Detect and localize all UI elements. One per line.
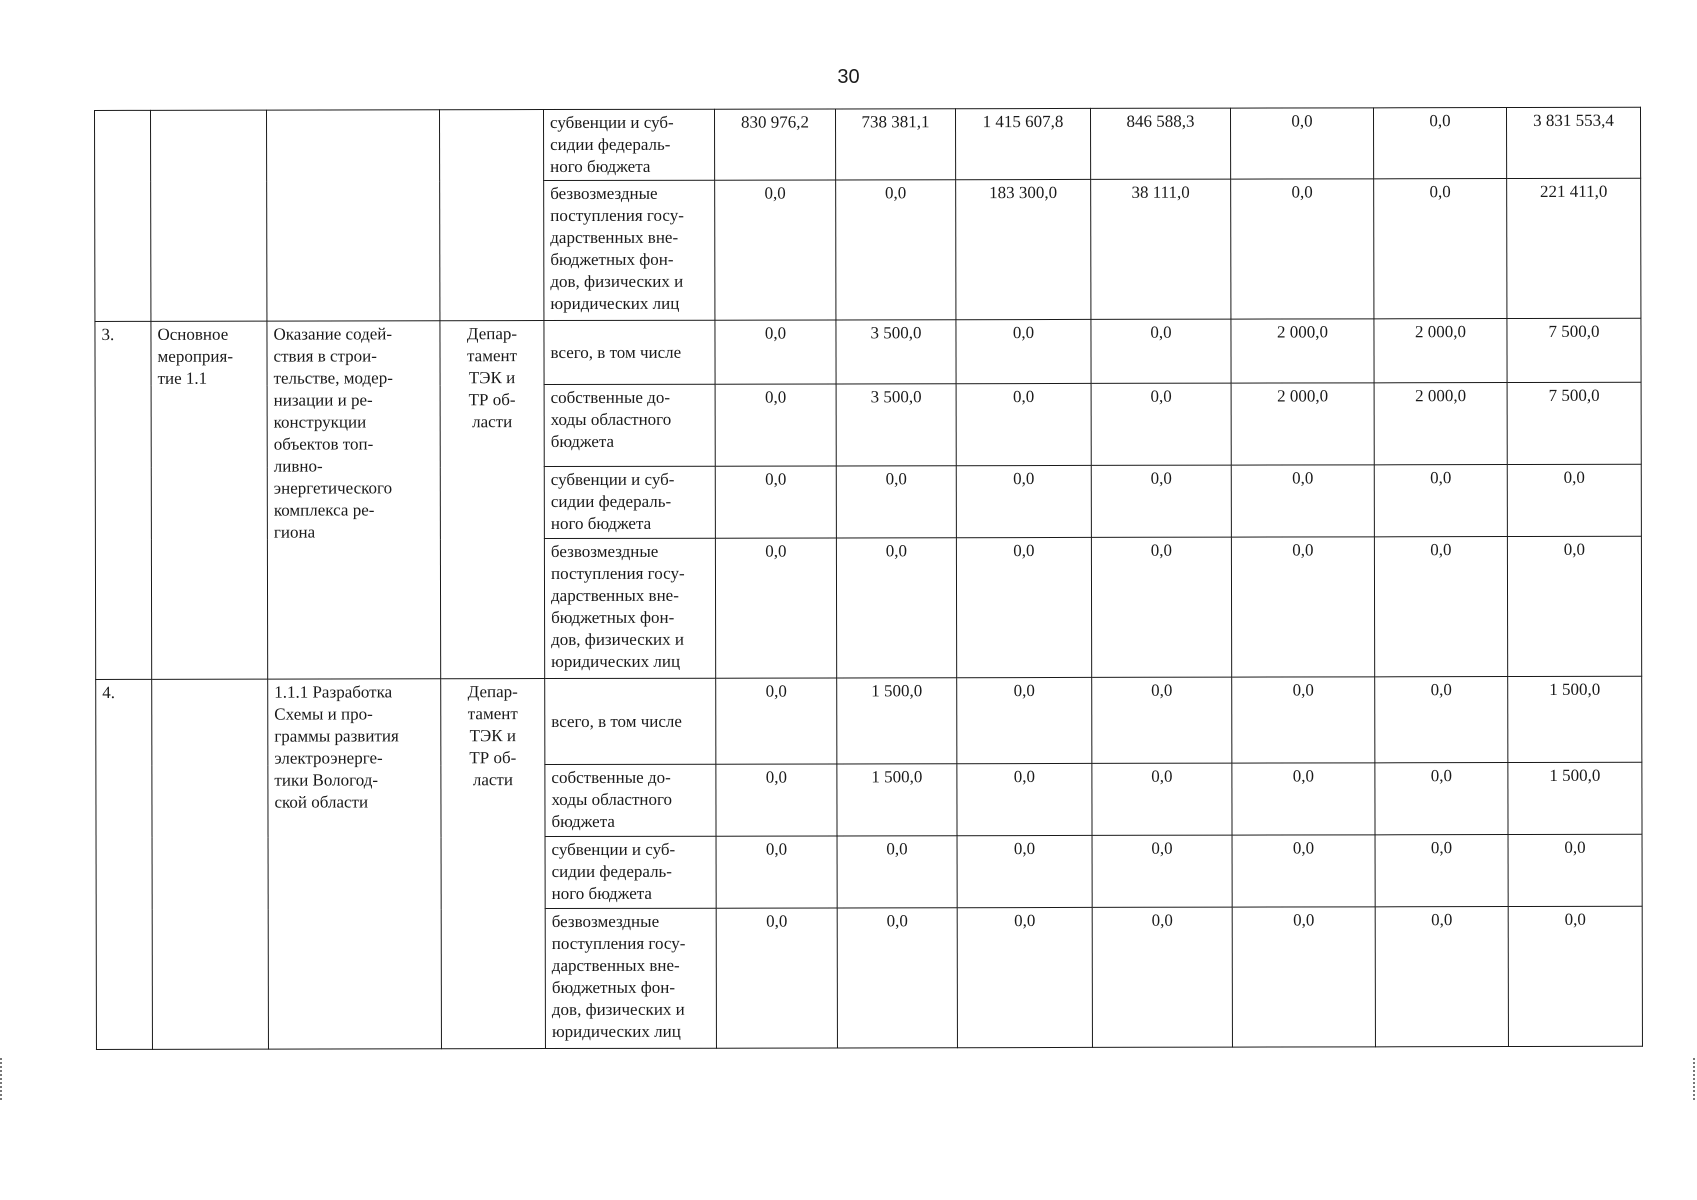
value-cell-col-4: 0,0 <box>1092 677 1232 763</box>
funding-source-text: безвозмездные поступления госу- дарственных вне- бюджетных фон- дов, физических и юридических лиц <box>550 541 685 672</box>
value-cell-col-3: 0,0 <box>956 465 1091 537</box>
value-cell-col-3: 0,0 <box>957 763 1092 835</box>
funding-source-cell <box>544 180 715 320</box>
value-cell-col-4: 0,0 <box>1092 763 1232 835</box>
value-cell-col-2: 3 500,0 <box>836 320 956 384</box>
value-cell-col-5: 0,0 <box>1232 677 1375 763</box>
value-cell-col-5: 0,0 <box>1230 108 1373 179</box>
dept-text: Депар- тамент ТЭК и ТР об- ласти <box>466 324 518 432</box>
value-cell-col-5: 0,0 <box>1232 763 1375 835</box>
value-cell-col-7: 0,0 <box>1508 834 1642 906</box>
value-cell-col-4: 0,0 <box>1091 465 1231 537</box>
dept-text: Депар- тамент ТЭК и ТР об- ласти <box>467 682 518 790</box>
funding-source-cell <box>545 764 716 836</box>
value-cell-col-7: 1 500,0 <box>1508 676 1642 762</box>
value-cell-col-5: 0,0 <box>1232 907 1375 1047</box>
value-cell-col-7: 0,0 <box>1507 464 1641 536</box>
value-cell-col-4: 0,0 <box>1091 537 1231 677</box>
value-cell-col-4: 0,0 <box>1091 319 1231 383</box>
value-cell-col-3: 0,0 <box>956 383 1091 465</box>
value-cell-col-1: 0,0 <box>716 836 837 908</box>
value-cell-col-2: 0,0 <box>837 908 957 1048</box>
funding-source-text: всего, в том числе <box>550 342 682 362</box>
value-cell-col-2: 1 500,0 <box>837 678 957 764</box>
value-cell-col-4: 0,0 <box>1092 835 1232 907</box>
cell-type <box>152 679 269 1049</box>
value-cell-col-5: 0,0 <box>1231 465 1374 537</box>
cell-name <box>267 110 440 321</box>
cell-name <box>268 679 442 1049</box>
value-cell-col-4: 38 111,0 <box>1091 179 1231 319</box>
value-cell-col-1: 0,0 <box>716 764 837 836</box>
cell-no <box>95 321 152 679</box>
value-cell-col-1: 830 976,2 <box>714 109 835 180</box>
funding-source-cell <box>545 678 716 764</box>
value-cell-col-6: 0,0 <box>1374 537 1507 677</box>
value-cell-col-6: 0,0 <box>1374 179 1507 319</box>
value-cell-col-5: 0,0 <box>1231 179 1374 319</box>
table-row <box>95 318 1641 385</box>
value-cell-col-7: 221 411,0 <box>1507 178 1641 318</box>
funding-source-text: субвенции и суб- сидии федераль- ного бюджета <box>550 112 674 177</box>
funding-source-text: всего, в том числе <box>551 711 682 731</box>
funding-source-cell <box>544 320 715 384</box>
value-cell-col-4: 846 588,3 <box>1090 108 1230 179</box>
value-cell-col-5: 2 000,0 <box>1231 319 1374 383</box>
value-cell-col-6: 0,0 <box>1374 465 1507 537</box>
value-cell-col-7: 7 500,0 <box>1507 382 1641 464</box>
value-cell-col-4: 0,0 <box>1092 907 1232 1047</box>
funding-source-text: субвенции и суб- сидии федераль- ного бюджета <box>550 469 675 534</box>
value-cell-col-3: 0,0 <box>957 835 1092 907</box>
scan-edge-marks-left <box>0 1058 4 1100</box>
funding-source-text: собственные до- ходы областного бюджета <box>551 767 673 832</box>
name-text: 1.1.1 Разработка Схемы и про- граммы развития электроэнерге- тики Вологод- ской области <box>274 682 399 812</box>
value-cell-col-2: 0,0 <box>836 538 956 678</box>
type-text: Основное мероприя- тие 1.1 <box>157 324 234 388</box>
value-cell-col-6: 0,0 <box>1375 907 1508 1047</box>
value-cell-col-6: 0,0 <box>1375 835 1508 907</box>
budget-table <box>94 107 1643 1050</box>
cell-no <box>96 679 153 1049</box>
value-cell-col-3: 0,0 <box>957 907 1092 1047</box>
value-cell-col-1: 0,0 <box>715 320 836 384</box>
funding-source-cell <box>545 908 716 1048</box>
value-cell-col-1: 0,0 <box>716 678 837 764</box>
funding-source-text: субвенции и суб- сидии федераль- ного бюджета <box>551 839 676 904</box>
value-cell-col-2: 0,0 <box>837 836 957 908</box>
value-cell-col-3: 0,0 <box>956 319 1091 383</box>
table-body <box>95 107 1643 1049</box>
value-cell-col-3: 183 300,0 <box>956 179 1091 319</box>
cell-dept <box>441 679 546 1049</box>
cell-type <box>151 110 267 321</box>
value-cell-col-1: 0,0 <box>715 466 836 538</box>
value-cell-col-1: 0,0 <box>715 384 836 466</box>
value-cell-col-6: 0,0 <box>1373 108 1506 179</box>
value-cell-col-3: 0,0 <box>956 537 1091 677</box>
value-cell-col-2: 738 381,1 <box>835 109 955 180</box>
value-cell-col-7: 0,0 <box>1508 906 1642 1046</box>
funding-source-cell <box>544 384 715 466</box>
funding-source-text: безвозмездные поступления госу- дарственных вне- бюджетных фон- дов, физических и юридических лиц <box>551 911 686 1042</box>
value-cell-col-7: 3 831 553,4 <box>1506 107 1640 178</box>
value-cell-col-2: 0,0 <box>836 466 956 538</box>
value-cell-col-1: 0,0 <box>715 538 836 678</box>
cell-dept <box>440 110 544 321</box>
value-cell-col-2: 0,0 <box>836 180 956 320</box>
value-cell-col-1: 0,0 <box>716 908 837 1048</box>
value-cell-col-3: 0,0 <box>957 677 1092 763</box>
page-number: 30 <box>837 66 860 88</box>
value-cell-col-6: 2 000,0 <box>1374 319 1507 383</box>
value-cell-col-6: 2 000,0 <box>1374 383 1507 465</box>
value-cell-col-6: 0,0 <box>1375 677 1508 763</box>
funding-source-cell <box>544 538 715 678</box>
scan-edge-marks-right <box>1693 1058 1697 1100</box>
value-cell-col-2: 1 500,0 <box>837 764 957 836</box>
value-cell-col-7: 1 500,0 <box>1508 762 1642 834</box>
cell-no <box>95 110 151 321</box>
value-cell-col-5: 0,0 <box>1232 835 1375 907</box>
no-text: 4. <box>102 682 115 702</box>
funding-source-text: безвозмездные поступления госу- дарственных вне- бюджетных фон- дов, физических и юридических лиц <box>550 183 684 314</box>
funding-source-cell <box>544 109 715 180</box>
value-cell-col-7: 0,0 <box>1507 536 1641 676</box>
value-cell-col-5: 2 000,0 <box>1231 383 1374 465</box>
value-cell-col-6: 0,0 <box>1375 763 1508 835</box>
cell-name <box>267 321 441 679</box>
no-text: 3. <box>101 324 115 344</box>
value-cell-col-2: 3 500,0 <box>836 384 956 466</box>
value-cell-col-1: 0,0 <box>715 180 836 320</box>
funding-source-cell <box>545 836 716 908</box>
table-row <box>96 676 1642 765</box>
value-cell-col-7: 7 500,0 <box>1507 318 1641 382</box>
value-cell-col-5: 0,0 <box>1231 537 1374 677</box>
funding-source-cell <box>544 466 715 538</box>
value-cell-col-4: 0,0 <box>1091 383 1231 465</box>
funding-source-text: собственные до- ходы областного бюджета <box>550 387 672 452</box>
value-cell-col-3: 1 415 607,8 <box>955 108 1090 179</box>
cell-type <box>151 321 268 679</box>
name-text: Оказание содей- ствия в строи- тельстве, модер- низации и ре- конструкции объектов топ- ливно- энергетического комплекса ре- гиона <box>273 324 393 542</box>
cell-dept <box>440 321 545 679</box>
table-row <box>95 107 1641 181</box>
